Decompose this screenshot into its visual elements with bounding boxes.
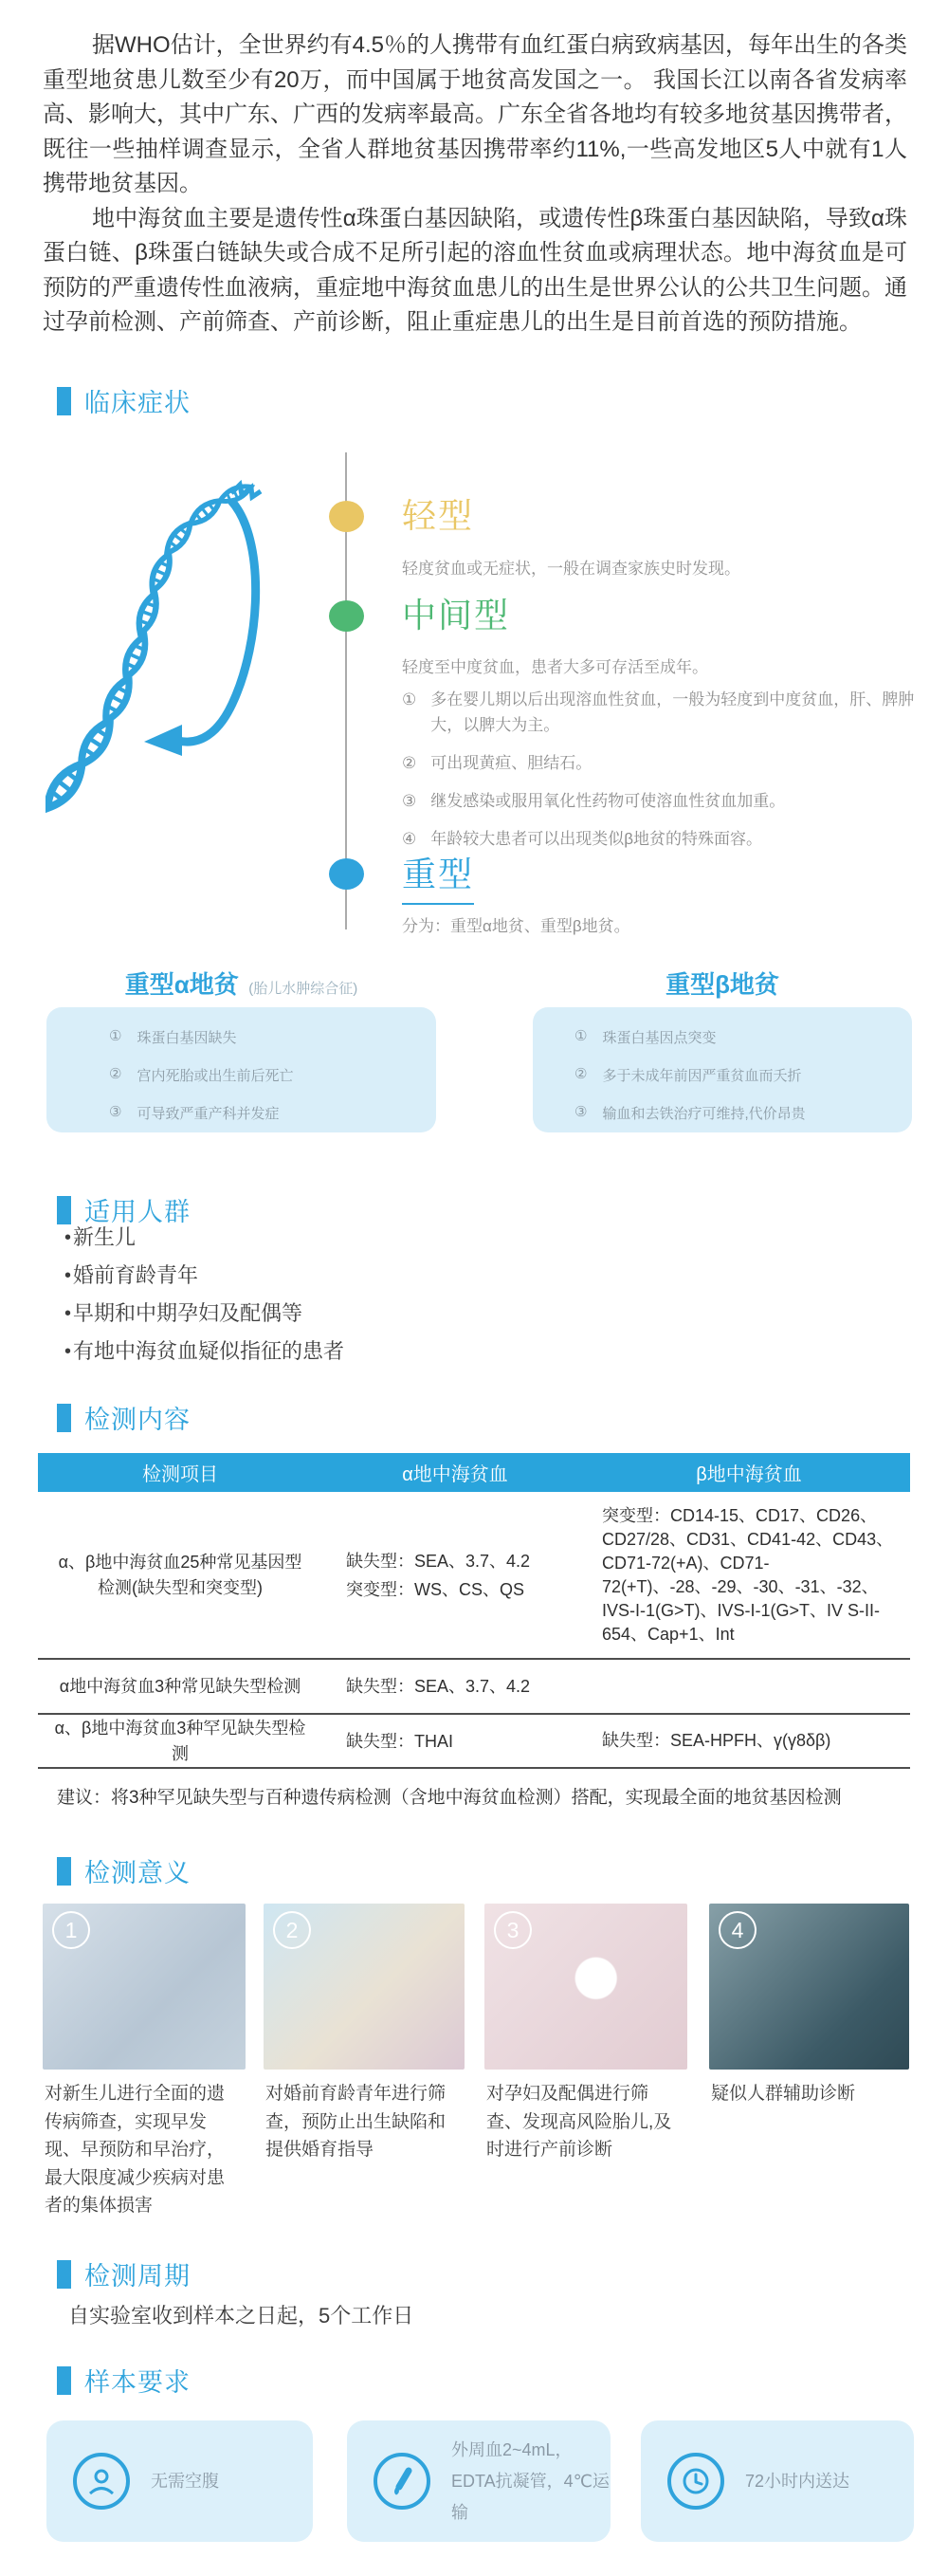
item-text: 可导致严重产科并发症 [137,1106,280,1122]
stage-title-mild: 轻型 [402,496,475,535]
card-title-text: 重型α地贫 [124,970,239,999]
sample-card-text [451,2435,611,2529]
photo-number-badge: 2 [273,1911,311,1949]
card-item [574,1027,912,1047]
photo-caption: 对新生儿进行全面的遗传病筛查，实现早发现、早预防和早治疗，最大限度减少疾病对患者的集体损害 [45,2084,226,2216]
cell-project: α、β地中海贫血25种常见基因型检测(缺失型和突变型) [58,1552,302,1597]
sample-card-line: EDTA抗凝管，4℃运输 [451,2471,610,2522]
item-number: ① [402,690,417,708]
item-number: ① [574,1028,588,1044]
item-text: 珠蛋白基因点突变 [602,1030,717,1046]
item-text: 宫内死胎或出生前后死亡 [137,1068,294,1084]
card-item [574,1065,912,1085]
section-marker-icon [57,1404,71,1432]
item-text: 多在婴儿期以后出现溶血性贫血，一般为轻度到中度贫血，肝、脾肿大，以脾大为主。 [430,690,915,734]
item-number: ② [402,754,417,772]
sample-card-blood [347,2420,611,2542]
section-title-significance: 检测意义 [84,1859,191,1887]
intro-paragraph-1: 据WHO估计，全世界约有4.5％的人携带有血红蛋白病致病基因，每年出生的各类重型地贫患儿数至少有20万，而中国属于地贫高发国之一。 我国长江以南各省发病率高、影响大，其中广东、广西的发病率最高。广东全省各地均有较多地贫基因携带者，既往一些抽样调查显示，全省人群地贫基因携带率约11%,一些高发地区5人中就有1人携带地贫基因。 [43,32,908,196]
severe-alpha-card [46,1007,436,1132]
timeline-dot-mild [329,501,364,532]
item-number: ④ [402,830,417,848]
table-row [38,1660,910,1715]
timeline-dot-severe [329,858,364,890]
item-number: ② [109,1066,122,1082]
bullet-icon: • [64,1341,72,1362]
table-row [38,1492,910,1660]
item-number: ③ [402,792,417,810]
severe-beta-card-title [533,966,912,1001]
cell-beta [588,1660,910,1713]
section-marker-icon [57,2260,71,2289]
photo-doctors [709,1904,909,2070]
timeline-dot-intermediate [329,600,364,632]
list-item [402,826,921,852]
photo-premarital-couple [264,1904,465,2070]
sample-card-text: 72小时内送达 [745,2471,850,2491]
bullet-icon: • [64,1303,72,1324]
bullet-icon: • [64,1265,72,1286]
bullet-item [64,1263,344,1288]
bullet-icon: • [64,1227,72,1248]
sample-card-fasting [46,2420,313,2542]
blood-tube-icon [374,2453,430,2510]
cell-line: 缺失型：SEA、3.7、4.2 [346,1551,531,1571]
cell-project: α地中海贫血3种常见缺失型检测 [59,1676,301,1696]
bullet-text: 婚前育龄青年 [73,1263,199,1287]
item-text: 可出现黄疸、胆结石。 [430,754,592,772]
table-header-alpha: α地中海贫血 [402,1464,508,1485]
stage-title-intermediate: 中间型 [402,596,511,635]
bullet-text: 有地中海贫血疑似指征的患者 [73,1339,345,1363]
cell-beta: 突变型：CD14-15、CD17、CD26、CD27/28、CD31、CD41-42、CD43、CD71-72(+A)、CD71-72(+T)、-28、-29、-30、-31、-32、IVS-I-1(G>T)、IVS-I-1(G>T、IV S-II-654、Cap+1、Int [602,1505,894,1644]
stage-title-severe: 重型 [402,848,474,905]
cell-alpha [322,1660,588,1713]
section-marker-icon [57,2366,71,2395]
cell-alpha [322,1715,588,1767]
item-number: ① [109,1028,122,1044]
bullet-item [64,1339,344,1364]
sample-card-text: 无需空腹 [151,2471,219,2491]
cell-line: 缺失型：SEA、3.7、4.2 [346,1677,531,1696]
section-title-content: 检测内容 [84,1406,191,1434]
section-header-significance [57,1852,191,1889]
intro-block [43,28,907,340]
bullet-text: 新生儿 [73,1225,137,1249]
photo-number-badge: 1 [52,1911,90,1949]
item-text: 年龄较大患者可以出现类似β地贫的特殊面容。 [430,830,763,848]
section-title-cycle: 检测周期 [84,2262,191,2291]
item-number: ③ [109,1104,122,1120]
section-header-clinical [57,382,191,419]
table-header-row [38,1453,910,1492]
bullet-item [64,1225,344,1250]
list-item [402,687,921,738]
section-title-sample: 样本要求 [84,2368,191,2397]
test-content-table [38,1453,910,1769]
photo-number-badge: 3 [494,1911,532,1949]
table-header-project: 检测项目 [142,1464,218,1485]
photo-number-badge: 4 [719,1911,757,1949]
cell-line: 缺失型：THAI [346,1731,454,1751]
table-recommendation-note: 建议：将3种罕见缺失型与百种遗传病检测（含地中海贫血检测）搭配，实现最全面的地贫基因检测 [57,1788,842,1808]
stage-desc-mild: 轻度贫血或无症状，一般在调查家族史时发现。 [402,560,740,578]
clock-icon [667,2453,724,2510]
item-text: 输血和去铁治疗可维持,代价昂贵 [602,1106,806,1122]
table-row [38,1715,910,1769]
bullet-item [64,1301,344,1326]
card-item [574,1103,912,1123]
item-text: 继发感染或服用氧化性药物可使溶血性贫血加重。 [430,792,786,810]
bullet-text: 早期和中期孕妇及配偶等 [73,1301,303,1325]
section-header-cycle [57,2255,191,2292]
severe-beta-card [533,1007,912,1132]
dna-helix-illustration [46,470,271,829]
card-item [109,1103,436,1123]
item-text: 多于未成年前因严重贫血而夭折 [602,1068,802,1084]
item-number: ② [574,1066,588,1082]
sample-card-line: 外周血2~4mL， [451,2439,573,2459]
card-subtitle-text: (胎儿水肿综合征) [248,981,358,997]
item-number: ③ [574,1104,588,1120]
list-item [402,750,921,776]
photo-caption: 对孕妇及配偶进行筛查、发现高风险胎儿,及时进行产前诊断 [486,2084,672,2160]
section-title-clinical: 临床症状 [84,389,191,417]
photo-caption: 对婚前育龄青年进行筛查，预防止出生缺陷和提供婚育指导 [265,2084,447,2160]
section-marker-icon [57,1857,71,1886]
stage-desc-intermediate: 轻度至中度贫血，患者大多可存活至成年。 [402,658,708,676]
list-item [402,788,921,814]
table-header-beta: β地中海贫血 [696,1464,802,1485]
severe-alpha-card-title [46,966,436,1001]
card-item [109,1027,436,1047]
section-header-applicable [57,1191,191,1228]
section-header-content [57,1399,191,1436]
intermediate-symptom-list [402,687,921,864]
intro-paragraph-2: 地中海贫血主要是遗传性α珠蛋白基因缺陷，或遗传性β珠蛋白基因缺陷，导致α珠蛋白链、β珠蛋白链缺失或合成不足所引起的溶血性贫血或病理状态。地中海贫血是可预防的严重遗传性血液病，重症地中海贫血患儿的出生是世界公认的公共卫生问题。通过孕前检测、产前筛查、产前诊断，阻止重症患儿的出生是目前首选的预防措施。 [43,205,907,335]
applicable-people-list [64,1225,344,1377]
person-icon [73,2453,130,2510]
card-item [109,1065,436,1085]
cell-line: 突变型：WS、CS、QS [346,1579,525,1599]
sample-card-delivery [641,2420,914,2542]
stage-desc-severe: 分为：重型α地贫、重型β地贫。 [402,917,630,935]
photo-caption: 疑似人群辅助诊断 [711,2084,856,2104]
cell-beta: 缺失型：SEA-HPFH、γ(γ8δβ) [602,1731,831,1750]
section-title-applicable: 适用人群 [84,1198,191,1226]
item-text: 珠蛋白基因缺失 [137,1030,237,1046]
photo-pregnancy [484,1904,687,2070]
cell-project: α、β地中海贫血3种罕见缺失型检测 [54,1718,306,1763]
section-header-sample [57,2362,191,2399]
photo-newborn [43,1904,246,2070]
section-marker-icon [57,387,71,415]
card-title-text: 重型β地贫 [665,970,779,999]
cell-alpha [322,1492,588,1658]
section-marker-icon [57,1196,71,1224]
cycle-duration-text: 自实验室收到样本之日起，5个工作日 [68,2304,414,2328]
